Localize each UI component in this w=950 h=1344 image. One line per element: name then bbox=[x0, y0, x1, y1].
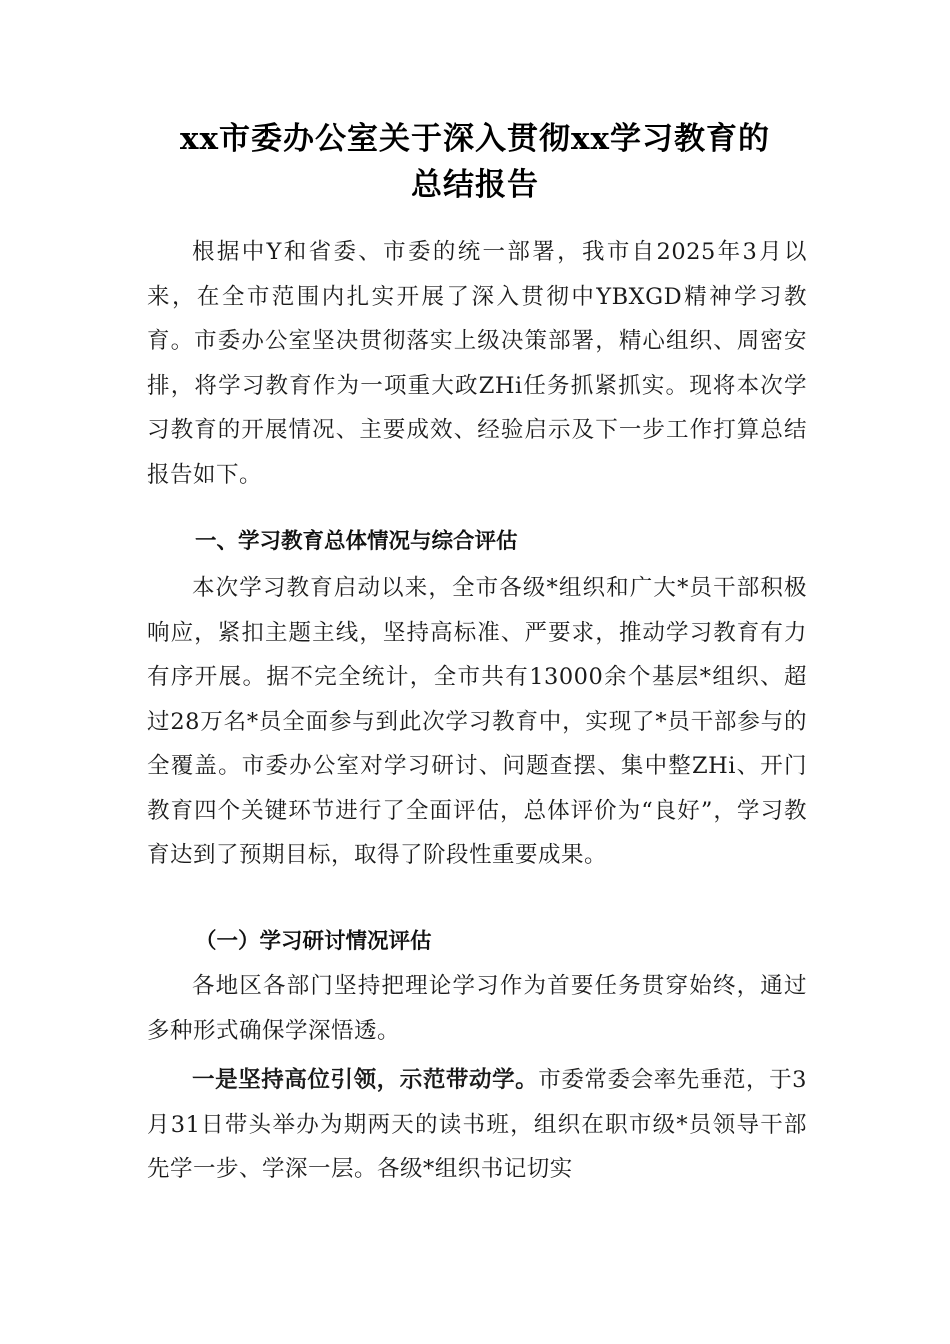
document-title-line2: 总结报告 bbox=[411, 167, 539, 203]
intro-paragraph bbox=[147, 230, 807, 497]
section1-heading: 一、学习教育总体情况与综合评估 bbox=[195, 529, 518, 554]
subsection1-text: 各地区各部门坚持把理论学习作为首要任务贯穿始终，通过多种形式确保学深悟透。 bbox=[147, 973, 807, 1044]
subsection1-paragraph bbox=[147, 964, 807, 1053]
point1-text bbox=[147, 1058, 807, 1192]
section1-paragraph bbox=[147, 566, 807, 878]
point1-paragraph bbox=[147, 1058, 807, 1192]
point1-body: 市委常委会率先垂范，于3月31日带头举办为期两天的读书班，组织在职市级*员领导干部先学一步、学深一层。各级*组织书记切实 bbox=[147, 1067, 807, 1182]
subsection1-heading: （一）学习研讨情况评估 bbox=[195, 929, 432, 954]
document-title-line1: xx市委办公室关于深入贯彻xx学习教育的 bbox=[180, 121, 770, 157]
point1-lead: 一是坚持高位引领，示范带动学。 bbox=[192, 1067, 539, 1093]
intro-text: 根据中Y和省委、市委的统一部署，我市自2025年3月以来，在全市范围内扎实开展了深入贯彻中YBXGD精神学习教育。市委办公室坚决贯彻落实上级决策部署，精心组织、周密安排，将学习教育作为一项重大政ZHi任务抓紧抓实。现将本次学习教育的开展情况、主要成效、经验启示及下一步工作打算总结报告如下。 bbox=[147, 239, 807, 488]
section1-text: 本次学习教育启动以来，全市各级*组织和广大*员干部积极响应，紧扣主题主线，坚持高标准、严要求，推动学习教育有力有序开展。据不完全统计，全市共有13000余个基层*组织、超过28万名*员全面参与到此次学习教育中，实现了*员干部参与的全覆盖。市委办公室对学习研讨、问题查摆、集中整ZHi、开门教育四个关键环节进行了全面评估，总体评价为“良好”，学习教育达到了预期目标，取得了阶段性重要成果。 bbox=[147, 575, 807, 868]
